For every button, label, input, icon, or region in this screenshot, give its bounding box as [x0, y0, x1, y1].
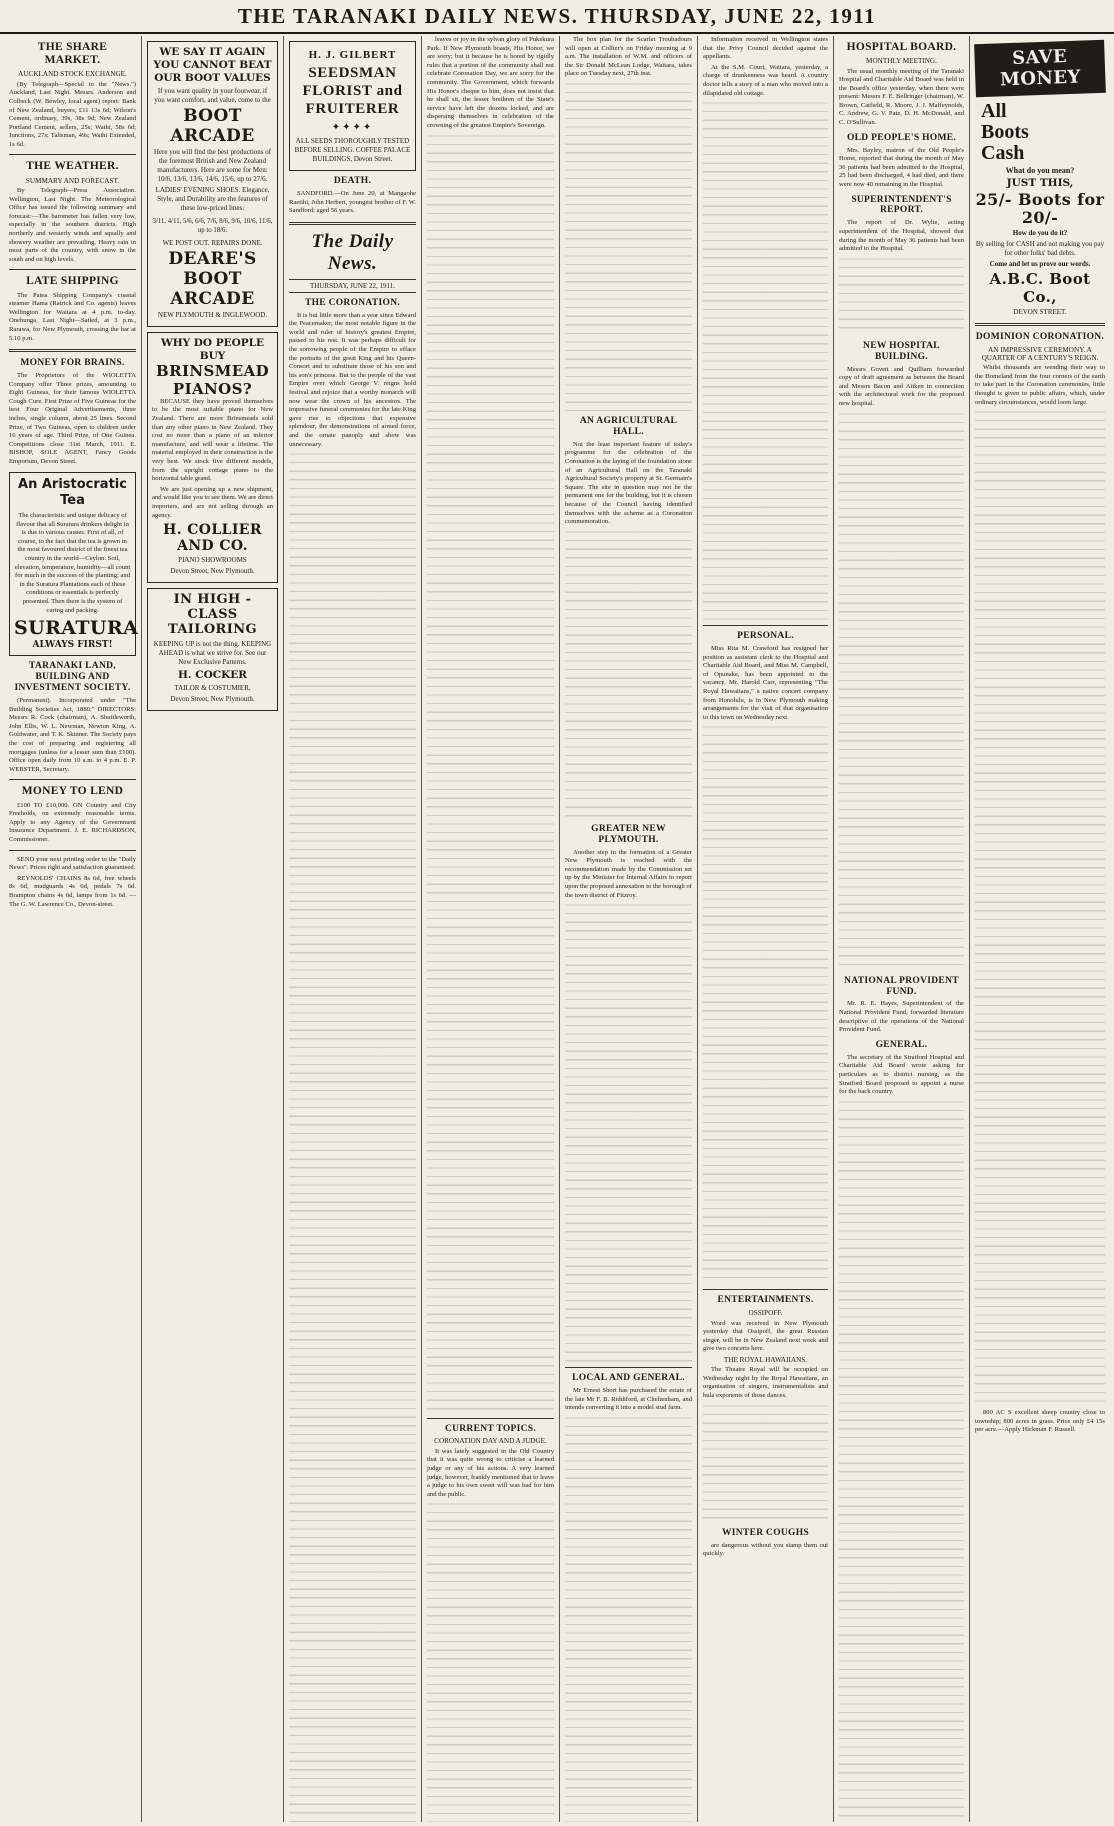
printing-notice: SEND your next printing order to the "Daily News". Prices right and satisfaction guaranteed. [9, 855, 136, 872]
brinsmead-text: BECAUSE they have proved themselves to be the most suitable piano for New Zealand. There are more Brinsmeads sold than any other piano in New Zealand. They cost no more than a piano of an inferior manufacture, and will wear a lifetime. The material employed in their construction is the very best. We stock five different models, from the upright cottage piano to the horizontal table grand. [152, 397, 273, 483]
shipping-heading: LATE SHIPPING [26, 275, 119, 288]
divider [9, 154, 136, 155]
news-text-continued [703, 100, 828, 620]
boot-arcade-towns: NEW PLYMOUTH & INGLEWOOD. [157, 311, 268, 320]
hawaiians-text: The Theatre Royal will be occupied on Wednesday night by the Royal Hawaiians, an organisation of singers, instrumentalists and hula exponents of those dances. [703, 1366, 828, 1400]
current-topics-subheading: CORONATION DAY AND A JUDGE. [434, 1437, 547, 1446]
building-text-continued [839, 411, 964, 971]
agricultural-hall-heading: AN AGRICULTURAL HALL. [579, 415, 678, 437]
brinsmead-ad [147, 332, 278, 583]
personal-heading: PERSONAL. [737, 631, 794, 642]
local-and-general-text-continued [565, 1415, 692, 1822]
deares-boot-arcade: DEARE'S BOOT ARCADE [168, 249, 257, 309]
cash-explanation: By selling for CASH and not making you pay for other folks' bad debts. [975, 240, 1105, 258]
dominion-coronation-heading: DOMINION CORONATION. [975, 331, 1105, 342]
gilbert-line-3: FRUITERER [305, 101, 400, 117]
cash-word: Cash [981, 142, 1025, 165]
divider [9, 850, 136, 851]
weather-heading: THE WEATHER. [26, 160, 119, 173]
hospital-board-heading: HOSPITAL BOARD. [846, 41, 957, 53]
local-and-general-text: Mr Ernest Short has purchased the estate of the late Mr F. B. Riddiford, at Cheltenham, and intends converting it into a model stud farm. [565, 1387, 692, 1412]
gilbert-name: H. J. GILBERT [308, 49, 397, 61]
tailoring-heading: IN HIGH - CLASS TAILORING [167, 592, 258, 638]
death-notice: SANDFORD.—On June 20, at Mangaohe Raetihi, John Herbert, youngest brother of F. W. Sandford; aged 56 years. [289, 189, 416, 215]
superintendent-report-text: The report of Dr. Wylie, acting superintendent of the Hospital, showed that during the month of May 36 patients had been admitted to the Hospital. [839, 219, 964, 253]
column-3 [284, 36, 422, 1822]
superintendent-report-heading: SUPERINTENDENT'S REPORT. [851, 194, 952, 216]
hospital-board-text: The usual monthly meeting of the Taranaki Hospital and Charitable Aid Board was held in the Board's office yesterday, when there were present: Messrs F. E. Bellringer (chairman), W. Brown, Catfield, R. Moore, J. J. Maffeynolds, C. Andrew, G. V. Pate, D. H. McDonald, and C. O'Sullivan. [839, 67, 964, 127]
greater-new-plymouth-text-continued [565, 902, 692, 1362]
share-market-heading: THE SHARE MARKET. [37, 41, 108, 67]
save-money-banner [974, 40, 1106, 98]
general-heading: GENERAL. [875, 1039, 928, 1050]
suratura-tea-ad [9, 472, 139, 657]
money-for-brains-text: The Proprietors of the WIOLETTA Company offer Three prizes, amounting to Eight Guineas, for their famous WIOLETTA Cough Cure. First Prize of Five Guineas for the best Four Original Advertisements, three inches, single column, about 25 lines. Second Prize, of Two Guineas, open to children under 16 years of age. Third Prize, of One Guinea. Competitions close 31st March, 1911. E. BISHOP, SOLE AGENT, Fancy Goods Emporium, Devon Street. [9, 372, 136, 465]
news-item-1: Information received in Wellington states that the Privy Council decided against the appellants. [703, 36, 828, 61]
gilbert-text: ALL SEEDS THOROUGHLY TESTED BEFORE SELLING. COFFEE PALACE BUILDINGS, Devon Street. [294, 137, 411, 163]
share-market-text: (By Telegraph—Special to the "News.") Auckland, Last Night. Messrs. Anderson and Colbeck (W. Bewley, local agent) report: Bank of New Zealand, buyers, £11 13s 6d; Wilson's Cement, ordinary, 39s, 38s 9d; New Zealand Portland Cement, sellers, 25s; Waihi, 58s 6d; Junctions, 27s; Talisman, 49s; Waihi Extended, 1s 6d. [9, 80, 136, 148]
divider [703, 625, 828, 626]
hawaiians-text-continued [703, 1403, 828, 1523]
divider [427, 1418, 554, 1419]
general-text: The secretary of the Stratford Hospital and Charitable Aid Board wrote asking for particulars as to district nursing, as the Stratford Board proposed to appoint a nurse for the back country. [839, 1053, 964, 1096]
column-4 [422, 36, 560, 1822]
divider [703, 1289, 828, 1290]
cocker-address: Devon Street, New Plymouth. [170, 695, 255, 704]
collier-sub: PIANO SHOWROOMS [178, 556, 247, 565]
dateline: THURSDAY, JUNE 22, 1911. [289, 279, 416, 293]
column-8 [970, 36, 1110, 1822]
monthly-meeting-subheading: MONTHLY MEETING. [866, 57, 937, 66]
divider [975, 323, 1105, 326]
winter-coughs-heading: WINTER COUGHS [721, 1527, 810, 1538]
money-for-brains-heading: MONEY FOR BRAINS. [20, 358, 125, 369]
divider [9, 349, 136, 352]
divider [9, 779, 136, 780]
boots-price: 25/- Boots for 20/- [975, 189, 1105, 227]
ask-line: What do you mean? [1005, 166, 1075, 176]
national-provident-fund-text: Mr. R. E. Hayes, Superintendent of the National Provident Fund, forwarded literature descriptive of the operations of the National Provident Fund. [839, 1000, 964, 1034]
all-word: All [981, 100, 1007, 123]
editorial-text-continued [427, 133, 554, 1413]
death-heading: DEATH. [333, 176, 372, 186]
always-first-slogan: ALWAYS FIRST! [32, 640, 113, 651]
greater-new-plymouth-text: Another step in the formation of a Greater New Plymouth is reached with the recommendation made by the Commission set up by the Minister for Internal Affairs to report upon the proposed annexation to the borough of the town district of Fitzroy. [565, 848, 692, 899]
just-this: JUST THIS, [1006, 177, 1074, 190]
report-text-continued [839, 256, 964, 336]
personal-text: Miss Rita M. Crawford has resigned her position as assistant clerk to the Hospital and Charitable Aid Board, and Miss M. Campbell, of Opunake, has been appointed to the vacancy. Mr. Harold Carr, representing "The Royal Hawaiians," a native concert company from Honolulu, is in New Plymouth making arrangements for the visit of that organisation to this town on Wednesday next. [703, 645, 828, 721]
ad-line-3: OUR BOOT VALUES [154, 72, 271, 85]
hawaiians-subheading: THE ROYAL HAWAIIANS. [723, 1356, 808, 1364]
old-peoples-home-text: Mrs. Bayley, matron of the Old People's Home, reported that during the month of May 36 patients had been admitted to the Hospital, 25 had been discharged, 4 had died, and there were now 40 remaining in the Hospital. [839, 146, 964, 188]
ad-line-2: YOU CANNOT BEAT [153, 59, 272, 72]
boots-word: Boots [981, 121, 1029, 144]
gilbert-ad [289, 41, 416, 171]
news-item-2: At the S.M. Court, Waitara, yesterday, a charge of drunkenness was heard. A country doctor tells a story of a man who moved into a dilapidated old cottage. [703, 63, 828, 97]
cocker-name: H. COCKER [178, 669, 247, 682]
article-text-continued [289, 451, 416, 1822]
money-to-lend-text: £100 TO £10,000. ON Country and City Freeholds, on extremely reasonable terms. Apply to any Agency of the Government Insurance Department. J. E. RICHARDSON, Commissioner. [9, 801, 136, 843]
how-question: How do you do it? [1012, 229, 1068, 238]
boot-arcade-name: BOOT ARCADE [170, 106, 255, 146]
current-topics-text-continued [427, 1501, 554, 1822]
tea-ad-text: The characteristic and unique delicacy of flavour that all Suratura drinkers delight in is due to various causes. First of all, of course, to the fact that the tea is grown in the most favoured district of the finest tea country in the world—Ceylon. Soil, elevation, temperature, humidity—all count for much in the success of the planting; and in the Suratura Plantations each of these conditions or essentials is perfectly presented. Then there is the system of curing and packing. [14, 512, 131, 614]
coronation-text: It is but little more than a year since Edward the Peacemaker, the most notable figure in the world and ruler of history's greatest Empire, passed to his rest. It was perhaps difficult for the sorrowing people of the Empire to efface the portraits of the great King and his Queen-Consort and to substitute those of his son and his son's princess. But to the people of the vast Empire over which George V. reigns hold festival and rejoice that a worthy monarch will now wear the crown of his ancestors. The impressive funeral ceremonies for the late King gave rise to objections that expensive splendour, the demonstrations of armed force, and the ornate panoply and show was unnecessary. [289, 311, 416, 448]
reynolds-chains-ad: REYNOLDS' CHAINS 8s 6d, free wheels 8s 6d, mudguards 4s 6d, pedals 7s 6d. Brampton chains 4s 6d, lamps from 1s 6d. —The G. W. Lawrence Co., Devon-street. [9, 874, 136, 908]
share-market-subheading: AUCKLAND STOCK EXCHANGE. [18, 70, 127, 79]
ladies-shoes-prices: 3/11, 4/11, 5/6, 6/6, 7/6, 8/6, 9/6, 10/6, 11/6, up to 18/6. [152, 218, 273, 235]
ornament-icon: ✦✦✦✦ [331, 122, 374, 133]
weather-subheading: SUMMARY AND FORECAST. [25, 176, 120, 185]
gilbert-line-1: SEEDSMAN [308, 65, 397, 81]
coronation-heading: THE CORONATION. [304, 297, 401, 308]
ad-line-1: WE SAY IT AGAIN [159, 46, 266, 58]
current-topics-text: It was lately suggested in the Old Country that it was quite wrong to criticise a learned judge or any of his actions. A very learned judge, however, frankly mentioned that to leave a judge to his own sweet will was bad for him and the public. [427, 1447, 554, 1498]
agricultural-hall-text-continued [565, 529, 692, 819]
ossipoff-text: Word was received in New Plymouth yesterday that Ossipoff, the great Russian singer, will be in New Zealand next week and give two concerts here. [703, 1319, 828, 1353]
cocker-sub: TAILOR & COSTUMIER, [174, 684, 251, 693]
greater-new-plymouth-heading: GREATER NEW PLYMOUTH. [591, 823, 666, 845]
notices-text-continued [565, 81, 692, 411]
boot-arcade-ad [147, 41, 278, 327]
post-notice: WE POST OUT. REPAIRS DONE. [162, 239, 263, 248]
ladies-shoes-text: LADIES' EVENING SHOES. Elegance, Style, and Durability are the features of these low-priced lines: [155, 186, 270, 213]
collier-address: Devon Street, New Plymouth. [170, 567, 255, 576]
column-7 [834, 36, 970, 1822]
old-peoples-home-heading: OLD PEOPLE'S HOME. [846, 132, 957, 143]
entertainments-heading: ENTERTAINMENTS. [717, 1295, 814, 1306]
brinsmead-title: BRINSMEAD PIANOS? [156, 362, 269, 398]
brinsmead-question: WHY DO PEOPLE BUY [160, 337, 265, 363]
brinsmead-text-2: We are just opening up a new shipment, and would like you to see them. We are direct importers, and are not selling through an agency. [152, 485, 273, 519]
personal-text-continued [703, 724, 828, 1284]
column-5 [560, 36, 698, 1822]
column-2 [142, 36, 284, 1822]
save-money-text: SAVE MONEY [999, 46, 1081, 91]
new-hospital-building-text: Messrs Govett and Quilliam forwarded copy of draft agreement as between the Board and Messrs Bacon and Aitken in connection with the architectural work for the proposed new hospital. [839, 365, 964, 407]
dominion-coronation-subheading: AN IMPRESSIVE CEREMONY. A QUARTER OF A CENTURY'S REIGN. [981, 345, 1099, 362]
agricultural-hall-text: Not the least important feature of today's programme for the celebration of the Coronation is the laying of the foundation stone of an Agricultural Hall on the Taranaki Agricultural Society's property at St. Germain's Square. The site in question may not be the permanent one for the building, but it is chosen because of the Council having identified themselves with the scheme as a Coronation commemoration. [565, 440, 692, 526]
column-layout [4, 36, 1110, 1822]
dominion-coronation-text: Whilst thousands are wending their way to the Homeland from the four corners of the earth to take part in the Coronation ceremonies, little thought is given to public affairs, which, under ordinary circumstances, would loom large. [975, 364, 1105, 406]
collier-name: H. COLLIER AND CO. [163, 522, 262, 555]
money-to-lend-heading: MONEY TO LEND [21, 785, 124, 798]
current-topics-heading: CURRENT TOPICS. [444, 1423, 537, 1434]
prove-line: Come and let us prove our words. [989, 260, 1091, 269]
editorial-continued: leaves or joy in the sylvan glory of Pukekura Park. If New Plymouth boasts, His Honor, we are sorry; but it because he is bored by rigidly rules that a portion of the community shall not celebrate Coronation Day, we are sorry for the community. The Government, which forwards His Honor's cheque to him, does not insist that he shall sit, the lesser brethren of the State's service have left the dozens locked, and are dispersing themselves in celebration of the crowning of the greatest Empire's Sovereign. [427, 36, 554, 129]
tailoring-text: KEEPING UP is not the thing. KEEPING AHEAD is what we strive for. See our New Exclusive Patterns. [153, 640, 272, 667]
divider [9, 269, 136, 270]
suratura-brand: SURATURA [14, 617, 139, 640]
shipping-text: The Patea Shipping Company's coastal steamer Hama (Ratrick and Co. agents) leaves Wellington for Waitara at 4 p.m. to-day. Onehunga, Last Night—Sailed, at 3 p.m., Rarawa, for New Plymouth, crossing the bar at 5.10 p.m. [9, 291, 136, 342]
loan-society-text: (Permanent). Incorporated under "The Building Societies Act, 1880." DIRECTORS: Messrs R. Cock (chairman), A. Shuttleworth, John Ellis, W. L. Newman, Newton King, A. Goldwater, and T. K. Skinner. The Society pays the cost of preparing and registering all mortgages (unless for a lesser sum than £100). Office open daily from 10 a.m. to 4 p.m. E. P. WEBSTER, Secretary. [9, 697, 136, 773]
masthead-title: THE TARANAKI DAILY NEWS. THURSDAY, JUNE 22, 1911 [237, 3, 877, 28]
divider [289, 222, 416, 225]
new-hospital-building-heading: NEW HOSPITAL BUILDING. [863, 340, 940, 362]
winter-coughs-text: are dangerous without you stamp them out quickly. [703, 1541, 828, 1558]
column-6 [698, 36, 834, 1822]
land-sale-ad: 800 AC S excellent sheep country close to township; 800 acres in grass. Price only £4 15s per acre.—Apply Hickman F. Russell. [975, 1409, 1105, 1434]
tea-ad-heading: An Aristocratic Tea [18, 476, 127, 508]
boot-arcade-intro: If you want quality in your footwear, if you want comfort, and value, come to the [154, 87, 271, 105]
boot-arcade-text: Here you will find the best productions of the foremost British and New Zealand manufacturers. Here are some for Men: 10/6, 13/6, 13/6, 14/6, 15/6, up to 27/6. [153, 148, 272, 184]
daily-news-title: The Daily News. [311, 230, 394, 274]
abc-address: DEVON STREET. [1013, 307, 1067, 316]
divider [565, 1367, 692, 1368]
national-provident-fund-heading: NATIONAL PROVIDENT FUND. [844, 975, 959, 997]
local-notices: The box plan for the Scarlet Troubadours will open at Collier's on Friday morning at 9 a.m. The installation of W.M. and officers of the Sir Donald McLean Lodge, Waitara, takes place on Tuesday next, 27th inst. [565, 36, 692, 78]
local-and-general-heading: LOCAL AND GENERAL. [572, 1373, 685, 1384]
masthead [0, 0, 1114, 34]
gilbert-line-2: FLORIST and [302, 83, 403, 99]
general-text-continued [839, 1099, 964, 1822]
weather-text: By Telegraph—Press Association. Wellington, Last Night. The Meteorological Office has issued the following summary and forecast:—The barometer has fallen very low, especially in the southern districts. High northerly and westerly winds and squally and showery weather are prevailing. Heavy rain in most parts of the country, with snow in the south and on high levels. [9, 186, 136, 263]
column-1 [4, 36, 142, 1822]
abc-boot-co: A.B.C. Boot Co., [989, 270, 1091, 306]
ossipoff-subheading: OSSIPOFF. [748, 1309, 783, 1318]
loan-society-heading: TARANAKI LAND, BUILDING AND INVESTMENT SOCIETY. [14, 661, 131, 694]
cocker-tailor-ad [147, 588, 278, 711]
dominion-text-continued [975, 409, 1105, 1409]
